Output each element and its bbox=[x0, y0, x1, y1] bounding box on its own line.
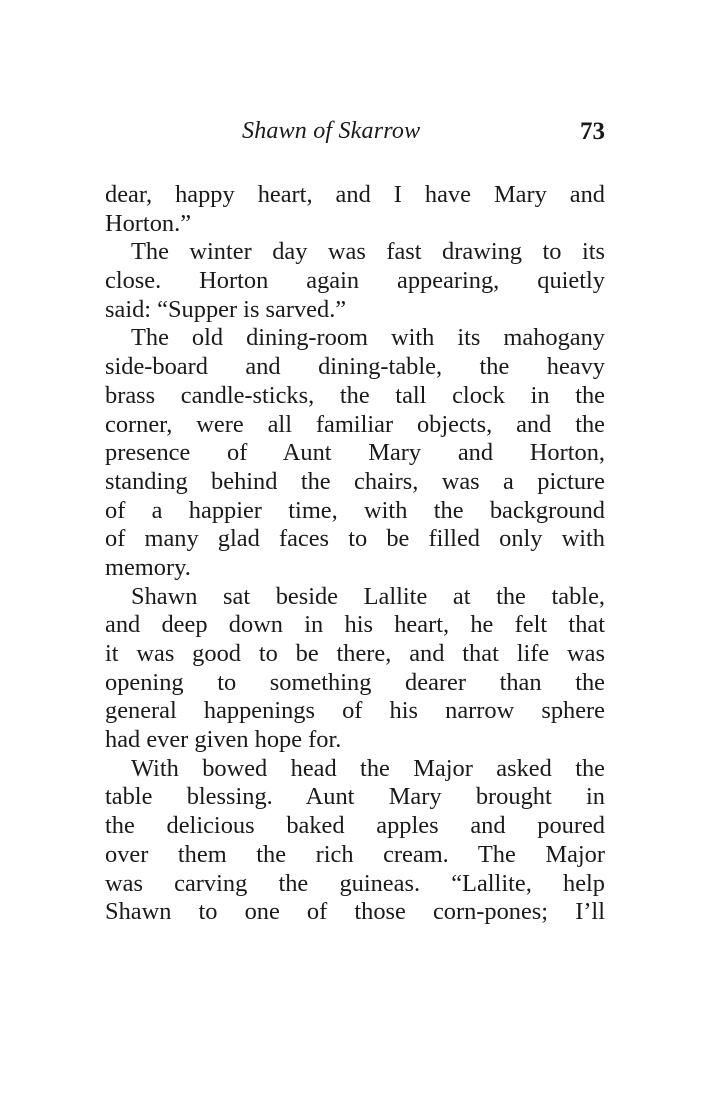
text-line: Shawn to one of those corn-pones; I’ll bbox=[105, 898, 605, 926]
text-line: presence of Aunt Mary and Horton, bbox=[105, 439, 605, 467]
text-line: and deep down in his heart, he felt that bbox=[105, 611, 605, 639]
text-line: over them the rich cream. The Major bbox=[105, 840, 605, 868]
text-line: brass candle-sticks, the tall clock in the bbox=[105, 381, 605, 409]
text-line: side-board and dining-table, the heavy bbox=[105, 353, 605, 381]
paragraph-first-line: Shawn sat beside Lallite at the table, bbox=[131, 582, 605, 610]
text-line: said: “Supper is sarved.” bbox=[105, 295, 347, 323]
text-line: of many glad faces to be filled only with bbox=[105, 525, 605, 553]
text-line: general happenings of his narrow sphere bbox=[105, 697, 605, 725]
book-page bbox=[105, 118, 605, 927]
paragraph-first-line: The old dining-room with its mahogany bbox=[131, 324, 605, 352]
text-line: the delicious baked apples and poured bbox=[105, 812, 605, 840]
page-number: 73 bbox=[580, 118, 605, 145]
text-line: it was good to be there, and that life was bbox=[105, 640, 605, 667]
text-line: close. Horton again appearing, quietly bbox=[105, 267, 605, 295]
text-line: opening to something dearer than the bbox=[105, 668, 605, 696]
text-line: corner, were all familiar objects, and the bbox=[105, 410, 605, 438]
text-line: standing behind the chairs, was a picture bbox=[105, 467, 605, 495]
text-line: dear, happy heart, and I have Mary and bbox=[105, 181, 605, 208]
text-line: of a happier time, with the background bbox=[105, 496, 605, 524]
text-line: was carving the guineas. “Lallite, help bbox=[105, 869, 605, 897]
paragraph-first-line: The winter day was fast drawing to its bbox=[131, 238, 605, 266]
text-line: had ever given hope for. bbox=[105, 726, 342, 754]
running-title: Shawn of Skarrow bbox=[242, 118, 421, 144]
running-head bbox=[105, 118, 605, 158]
text-line: Horton.” bbox=[105, 209, 192, 237]
text-line: table blessing. Aunt Mary brought in bbox=[105, 783, 605, 811]
paragraph-first-line: With bowed head the Major asked the bbox=[131, 754, 605, 782]
text-line: memory. bbox=[105, 553, 191, 581]
body-text bbox=[105, 181, 605, 927]
